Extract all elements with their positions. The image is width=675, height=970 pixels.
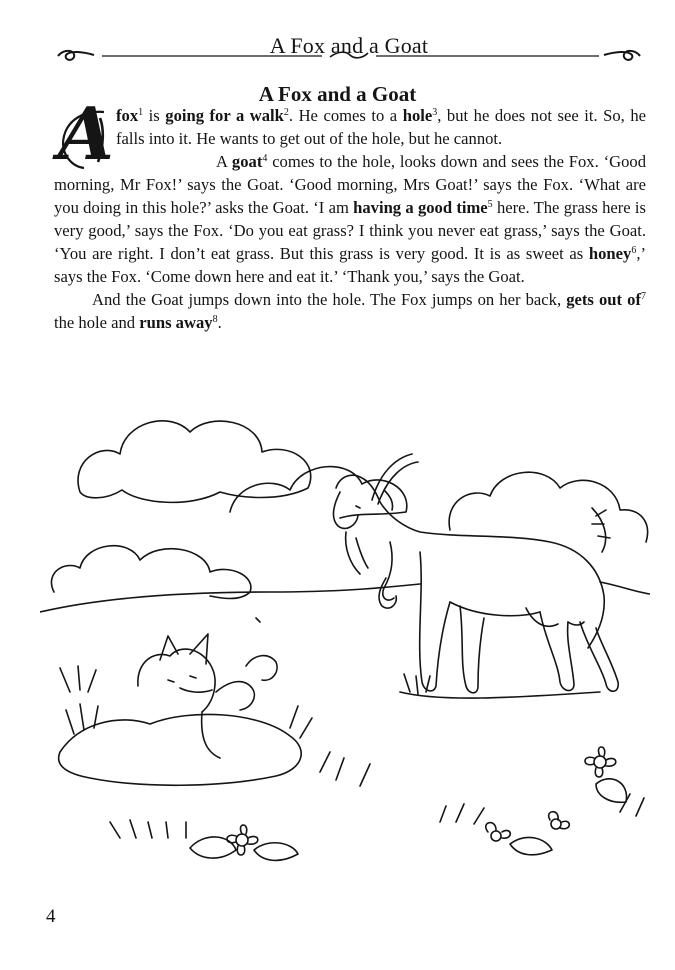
- footnote-ref: 7: [641, 291, 646, 302]
- text-run: is: [143, 106, 166, 125]
- paragraph-3: [54, 288, 646, 334]
- footnote-ref: 4: [262, 153, 268, 164]
- word-fox: fox: [116, 106, 139, 125]
- paragraph-2: [54, 150, 646, 288]
- page-number: 4: [46, 906, 56, 927]
- cloud-middle: [230, 467, 407, 518]
- drop-cap-letter: A: [58, 91, 114, 176]
- text-run: A: [216, 152, 232, 171]
- bottom-grass: [110, 794, 644, 838]
- goat-figure: [334, 454, 619, 693]
- text-run: here. The grass here is very good,’ says the Fox. ‘Do you eat grass? I think you never eat grass,’ says the Goat. ‘You are right. I don’t eat grass. But this grass is very good. It is as sweet as: [54, 198, 646, 263]
- bold-phrase: having a good time: [353, 198, 488, 217]
- hole-grass: [66, 704, 312, 738]
- bold-phrase: goat: [231, 152, 263, 171]
- flower-cluster: [486, 812, 570, 855]
- footnote-ref: 6: [631, 245, 637, 256]
- horizon: [600, 582, 650, 594]
- cloud-left: [78, 421, 311, 503]
- running-header-title: A Fox and a Goat: [269, 33, 429, 58]
- footnote-ref: 3: [432, 107, 438, 118]
- flower-bottom: [190, 825, 298, 860]
- bold-phrase: runs away: [139, 313, 213, 332]
- paragraph-1: [54, 104, 646, 150]
- fox-figure: [138, 634, 277, 758]
- text-run: .: [217, 313, 222, 332]
- ground-line: [400, 692, 600, 698]
- text-run: the hole and: [54, 313, 140, 332]
- bold-phrase: hole: [402, 106, 433, 125]
- flower-right: [585, 747, 627, 802]
- cloud-lower-left: [51, 546, 250, 599]
- grass-tuft: [404, 674, 430, 694]
- text-run: . He comes to a: [288, 106, 403, 125]
- text-run: , but he does not see it. So, he falls into it. He wants to get out of the hole, but he cannot.: [116, 106, 647, 148]
- footnote-ref: 1: [138, 107, 144, 118]
- footnote-ref: 8: [212, 314, 218, 325]
- running-header: [54, 30, 644, 70]
- footnote-ref: 2: [283, 107, 289, 118]
- fox-and-goat-illustration: [40, 392, 650, 892]
- text-run: And the Goat jumps down into the hole. The Fox jumps on her back,: [92, 290, 567, 309]
- text-run: ,’ says the Fox. ‘Come down here and eat it.’ ‘Thank you,’ says the Goat.: [54, 244, 646, 286]
- drop-cap: [54, 91, 114, 176]
- bold-phrase: gets out of: [566, 290, 641, 309]
- text-run: comes to the hole, looks down and sees the Fox. ‘Good morning, Mr Fox!’ says the Goat. ‘Good morning, Mrs Goat!’ says the Fox. ‘What are you doing in this hole?’ asks the Goat. ‘I am: [54, 152, 646, 217]
- story-title: A Fox and a Goat: [258, 82, 417, 106]
- pebble: [256, 618, 260, 622]
- bold-phrase: honey: [588, 244, 632, 263]
- footnote-ref: 5: [487, 199, 493, 210]
- bold-phrase: going for a walk: [165, 106, 284, 125]
- cloud-right: [449, 472, 647, 542]
